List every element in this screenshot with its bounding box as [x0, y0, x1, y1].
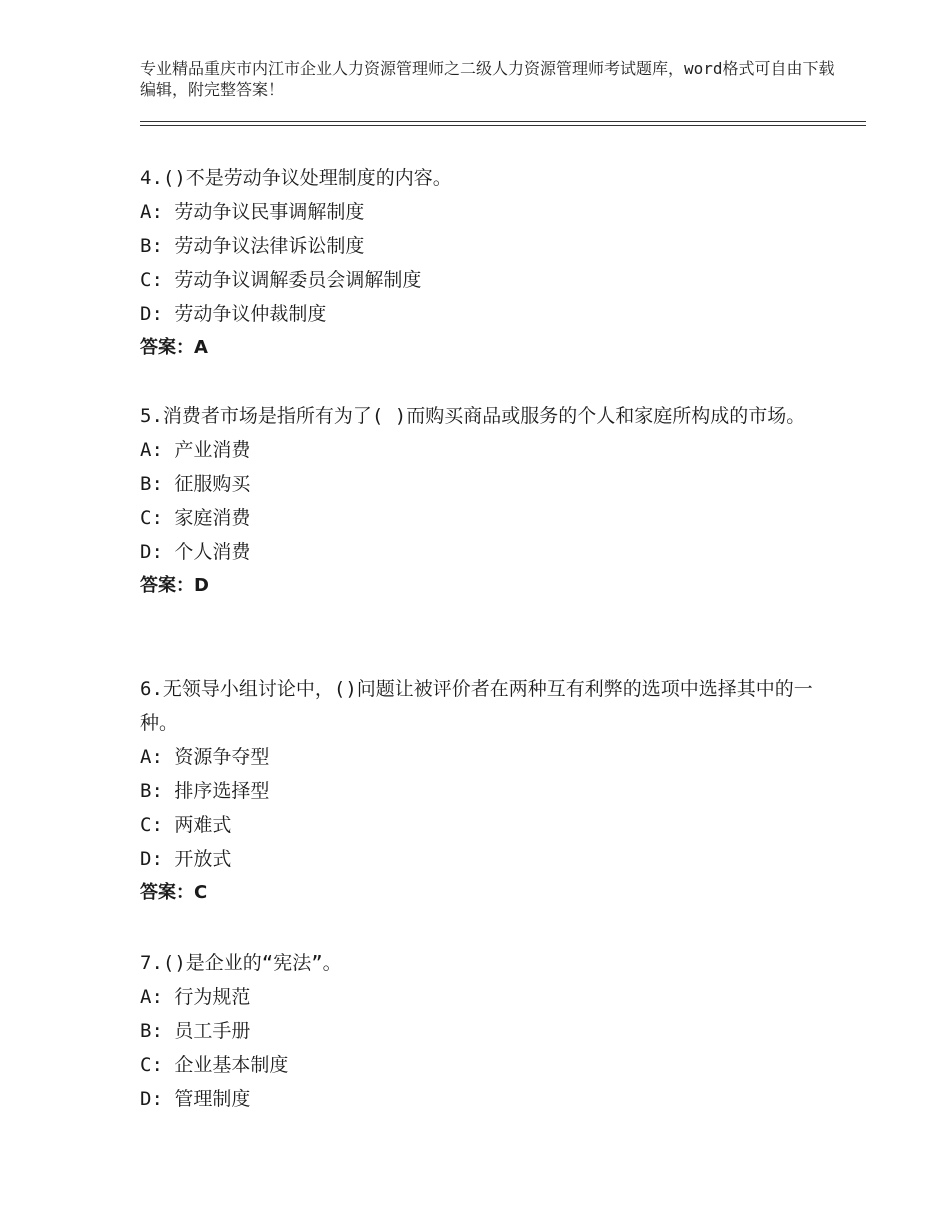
option-d: D: 劳动争议仲裁制度	[140, 303, 327, 325]
option-b: B: 员工手册	[140, 1020, 251, 1042]
option-b: B: 征服购买	[140, 473, 251, 495]
question-stem: 6.无领导小组讨论中，()问题让被评价者在两种互有利弊的选项中选择其中的一种。	[140, 678, 813, 734]
option-b: B: 劳动争议法律诉讼制度	[140, 235, 365, 257]
option-a: A: 产业消费	[140, 439, 251, 461]
option-c: C: 劳动争议调解委员会调解制度	[140, 269, 422, 291]
option-c: C: 家庭消费	[140, 507, 251, 529]
answer-label: 答案：D	[140, 575, 209, 596]
option-a: A: 资源争夺型	[140, 746, 270, 768]
option-d: D: 管理制度	[140, 1088, 251, 1110]
question-stem: 5.消费者市场是指所有为了( )而购买商品或服务的个人和家庭所构成的市场。	[140, 405, 806, 427]
option-c: C: 企业基本制度	[140, 1054, 289, 1076]
answer-label: 答案：C	[140, 882, 208, 903]
question-7	[140, 946, 820, 1116]
header-divider-top	[140, 121, 866, 122]
question-stem: 7.()是企业的“宪法”。	[140, 952, 342, 974]
question-6	[140, 672, 820, 910]
question-4	[140, 161, 820, 365]
option-c: C: 两难式	[140, 814, 232, 836]
document-header: 专业精品重庆市内江市企业人力资源管理师之二级人力资源管理师考试题库，word格式可自由下载编辑，附完整答案！	[140, 59, 835, 99]
question-stem: 4.()不是劳动争议处理制度的内容。	[140, 167, 452, 189]
option-d: D: 个人消费	[140, 541, 251, 563]
header-divider-bottom	[140, 125, 866, 126]
answer-label: 答案：A	[140, 337, 208, 358]
option-d: D: 开放式	[140, 848, 232, 870]
question-5	[140, 399, 820, 603]
option-a: A: 劳动争议民事调解制度	[140, 201, 365, 223]
option-b: B: 排序选择型	[140, 780, 270, 802]
option-a: A: 行为规范	[140, 986, 251, 1008]
